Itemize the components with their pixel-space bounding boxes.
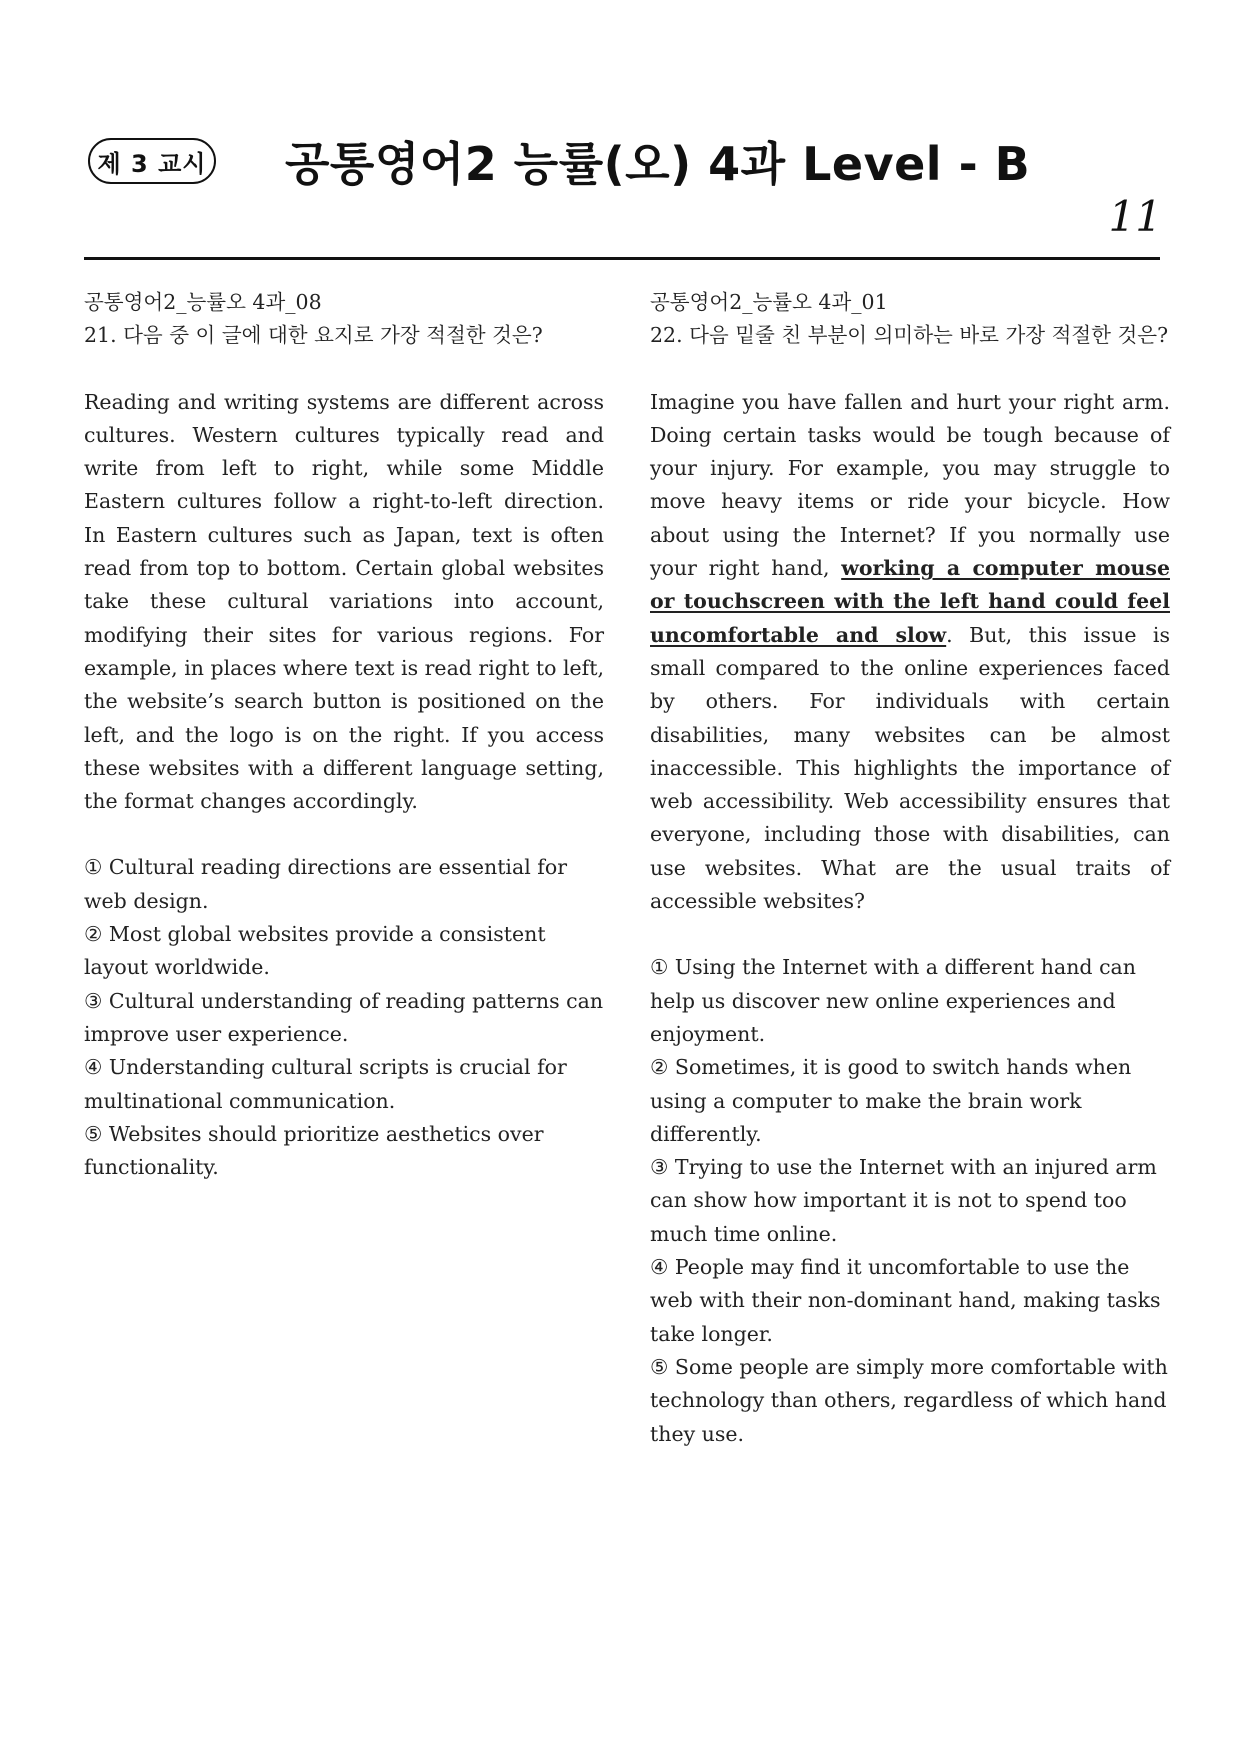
answer-choice-2[interactable]: ② Sometimes, it is good to switch hands when using a computer to make the brain work differently. — [650, 1055, 1132, 1146]
question-prompt: 21. 다음 중 이 글에 대한 요지로 가장 적절한 것은? — [84, 323, 543, 348]
question-source: 공통영어2_능률오 4과_08 — [84, 290, 322, 314]
page-title: 공통영어2 능률(오) 4과 Level - B — [285, 137, 1031, 191]
answer-choice-1[interactable]: ① Using the Internet with a different hand can help us discover new online experiences and enjoyment. — [650, 955, 1136, 1046]
answer-choice-3[interactable]: ③ Cultural understanding of reading patterns can improve user experience. — [84, 988, 604, 1046]
question-21 — [84, 286, 604, 1184]
passage-text-before: Imagine you have fallen and hurt your right arm. Doing certain tasks would be tough because of your injury. For example, you may struggle to move heavy items or ride your bicycle. How about using the Internet? If you normally use your right hand, — [650, 389, 1170, 581]
header-divider — [84, 257, 1160, 260]
period-badge: 제 3 교시 — [88, 138, 216, 184]
answer-choice-5[interactable]: ⑤ Some people are simply more comfortable with technology than others, regardless of which hand they use. — [650, 1354, 1168, 1446]
question-prompt: 22. 다음 밑줄 친 부분이 의미하는 바로 가장 적절한 것은? — [650, 323, 1169, 348]
page-number: 11 — [1108, 192, 1162, 241]
answer-choices — [650, 951, 1170, 1450]
answer-choice-1[interactable]: ① Cultural reading directions are essential for web design. — [84, 855, 568, 913]
question-passage: Reading and writing systems are different across cultures. Western cultures typically read and write from left to right, while some Middle Eastern cultures follow a right-to-left direction. In Eastern cultures such as Japan, text is often read from top to bottom. Certain global websites take these cultural variations into account, modifying their sites for various regions. For example, in places where text is read right to left, the website’s search button is positioned on the left, and the logo is on the right. If you access these websites with a different language setting, the format changes accordingly. — [84, 389, 604, 814]
answer-choice-5[interactable]: ⑤ Websites should prioritize aesthetics over functionality. — [84, 1121, 544, 1180]
answer-choice-3[interactable]: ③ Trying to use the Internet with an injured arm can show how important it is not to spend too much time online. — [650, 1155, 1157, 1246]
question-22 — [650, 286, 1170, 1451]
answer-choices — [84, 851, 604, 1184]
question-passage — [650, 386, 1170, 919]
underlined-phrase: working a computer mouse or touchscreen with the left hand could feel uncomfortable and slow — [650, 556, 1170, 647]
answer-choice-4[interactable]: ④ Understanding cultural scripts is crucial for multinational communication. — [84, 1055, 567, 1113]
question-source: 공통영어2_능률오 4과_01 — [650, 290, 888, 314]
passage-text-after: . But, this issue is small compared to the online experiences faced by others. For individuals with certain disabilities, many websites can be almost inaccessible. This highlights the importance of web accessibility. Web accessibility ensures that everyone, including those with disabilities, can use websites. What are the usual traits of accessible websites? — [650, 622, 1170, 914]
answer-choice-4[interactable]: ④ People may find it uncomfortable to use the web with their non-dominant hand, making tasks take longer. — [650, 1255, 1161, 1346]
answer-choice-2[interactable]: ② Most global websites provide a consistent layout worldwide. — [84, 922, 546, 980]
